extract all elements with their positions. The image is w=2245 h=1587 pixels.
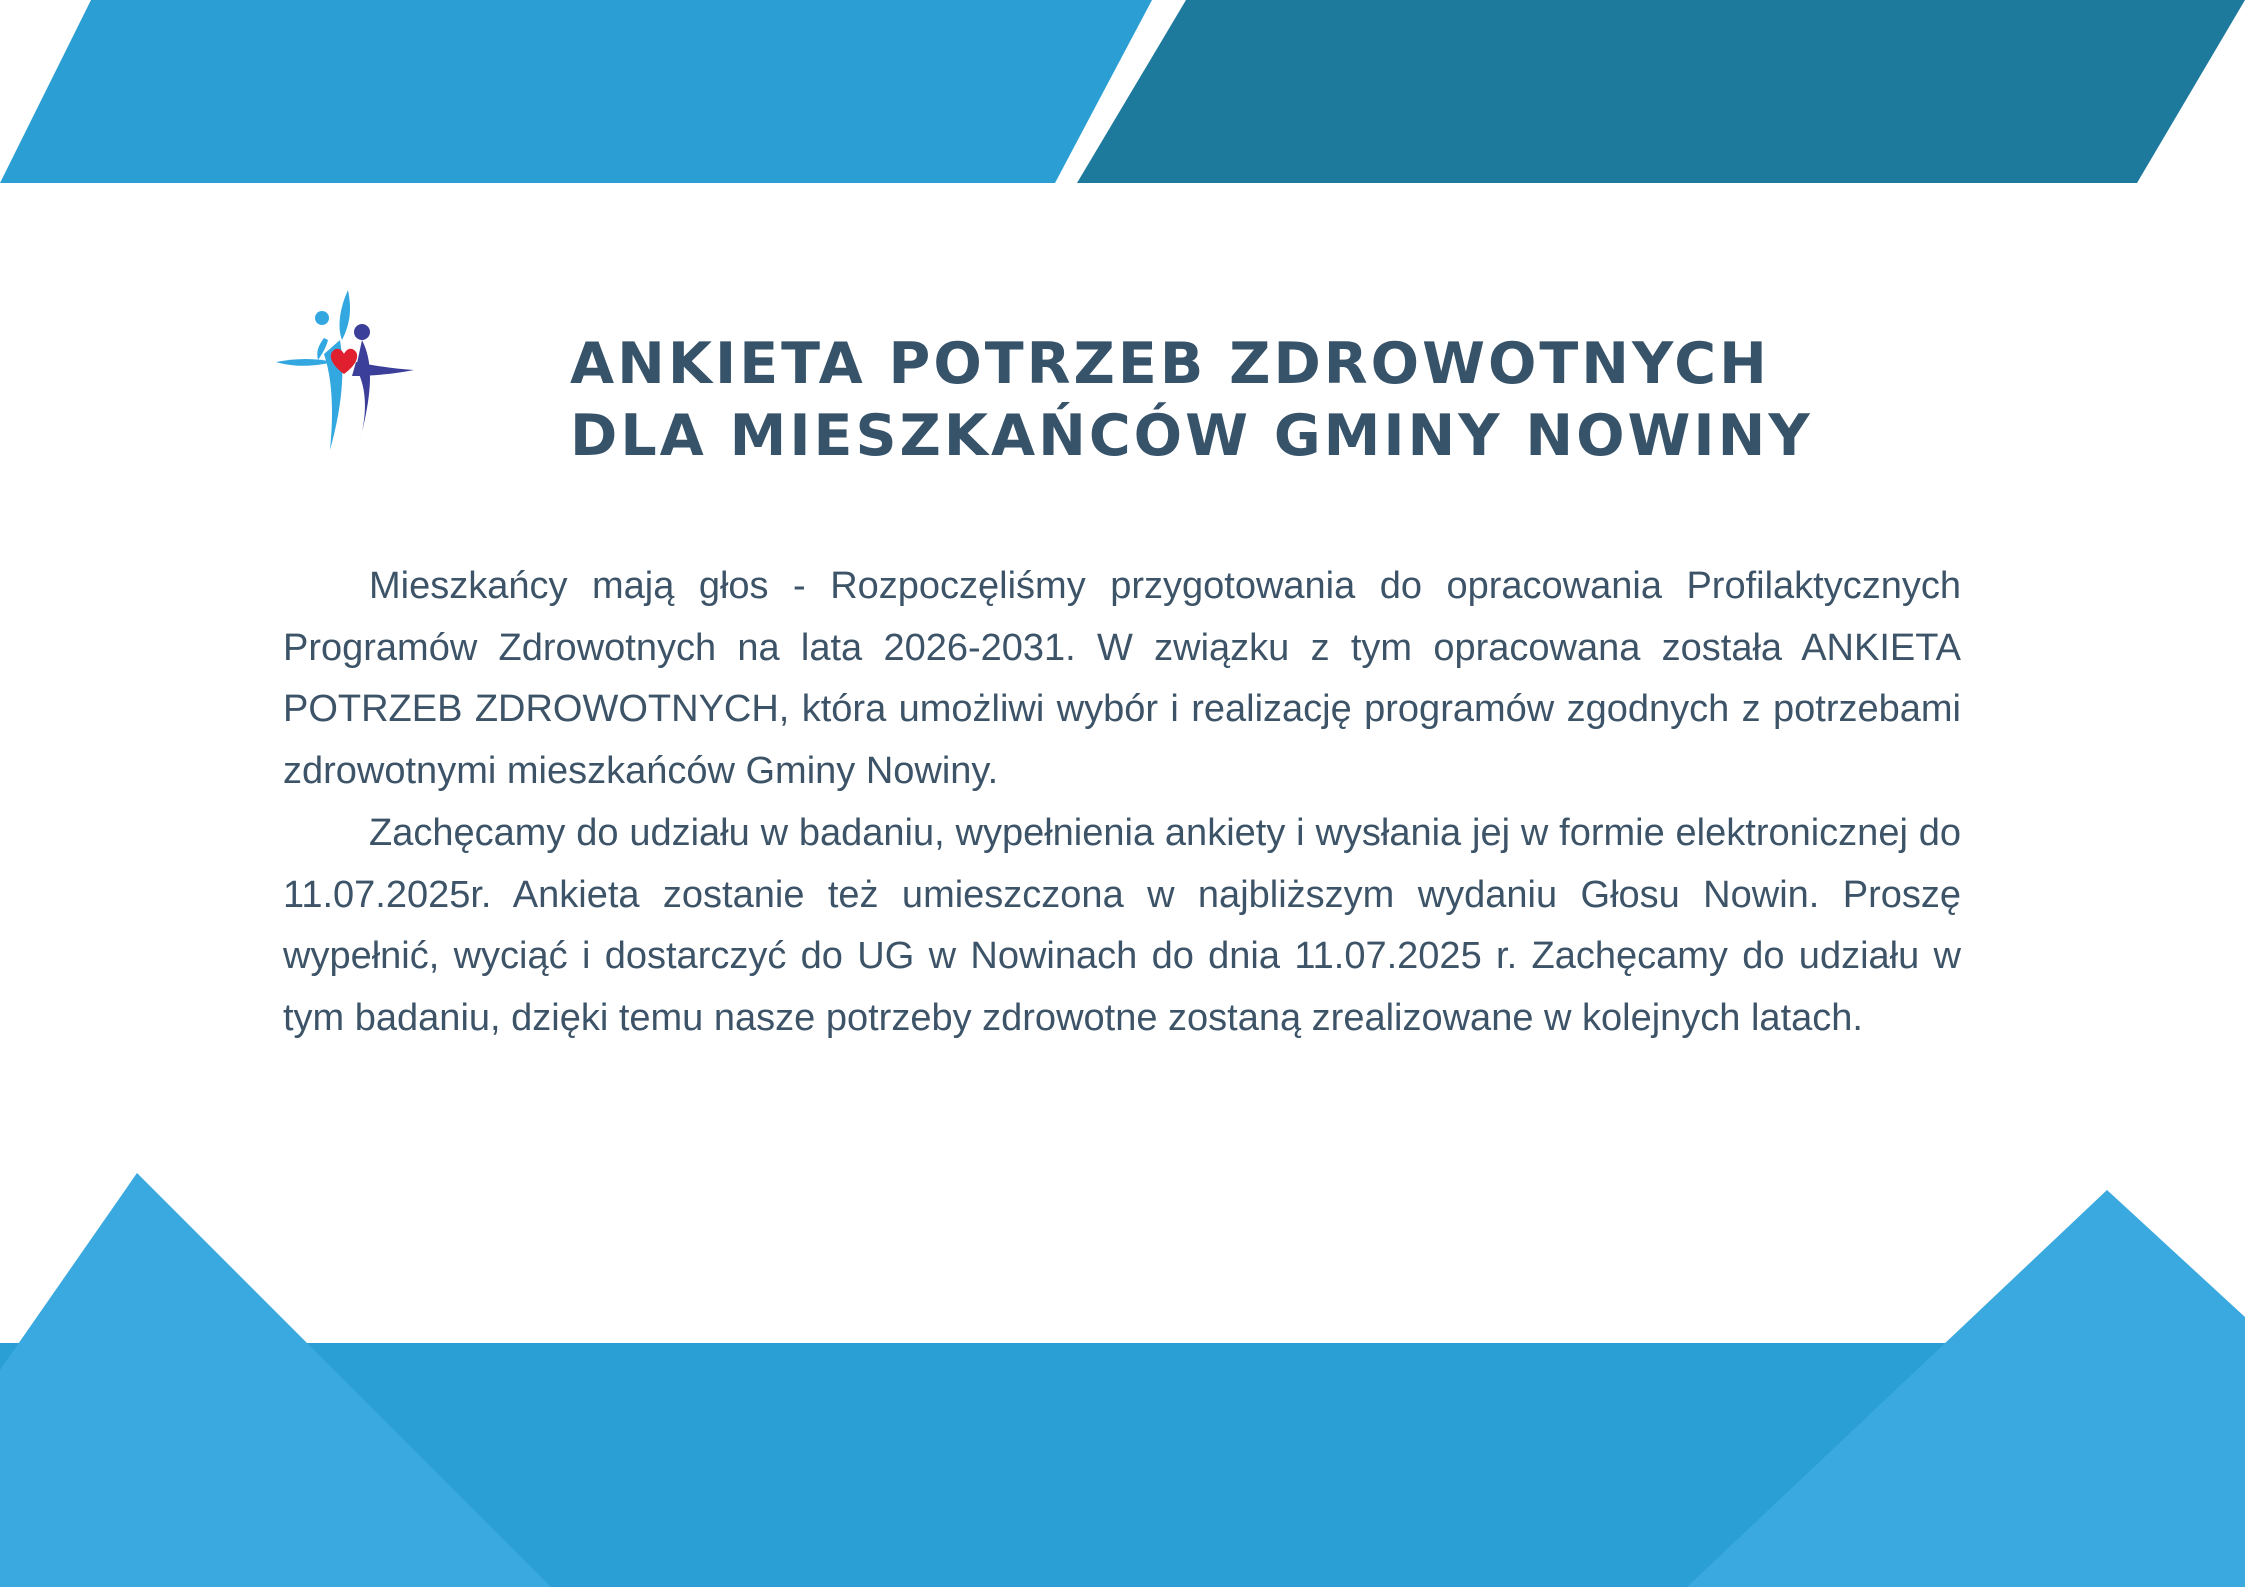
title-line-1: ANKIETA POTRZEB ZDROWOTNYCH (570, 331, 1770, 397)
title-line-2: DLA MIESZKAŃCÓW GMINY NOWINY (570, 403, 1813, 469)
document-body (283, 556, 1961, 1050)
document-title (570, 328, 1813, 472)
intro-paragraph: Mieszkańcy mają głos - Rozpoczęliśmy przygotowania do opracowania Profilaktycznych Programów Zdrowotnych na lata 2026-2031. W związku z tym opracowana została ANKIETA POTRZEB ZDROWOTNYCH, która umożliwi wybór i realizację programów zgodnych z potrzebami zdrowotnymi mieszkańców Gminy Nowiny. (283, 565, 1961, 793)
top-banner-light-stripe (0, 0, 1152, 183)
health-figures-heart-icon (276, 290, 414, 450)
invitation-paragraph: Zachęcamy do udziału w badaniu, wypełnienia ankiety i wysłania jej w formie elektronicznej do 11.07.2025r. Ankieta zostanie też umieszczona w najbliższym wydaniu Głosu Nowin. Proszę wypełnić, wyciąć i dostarczyć do UG w Nowinach do dnia 11.07.2025 r. Zachęcamy do udziału w tym badaniu, dzięki temu nasze potrzeby zdrowotne zostaną zrealizowane w kolejnych latach. (283, 811, 1961, 1039)
top-banner-dark-stripe (1077, 0, 2245, 183)
